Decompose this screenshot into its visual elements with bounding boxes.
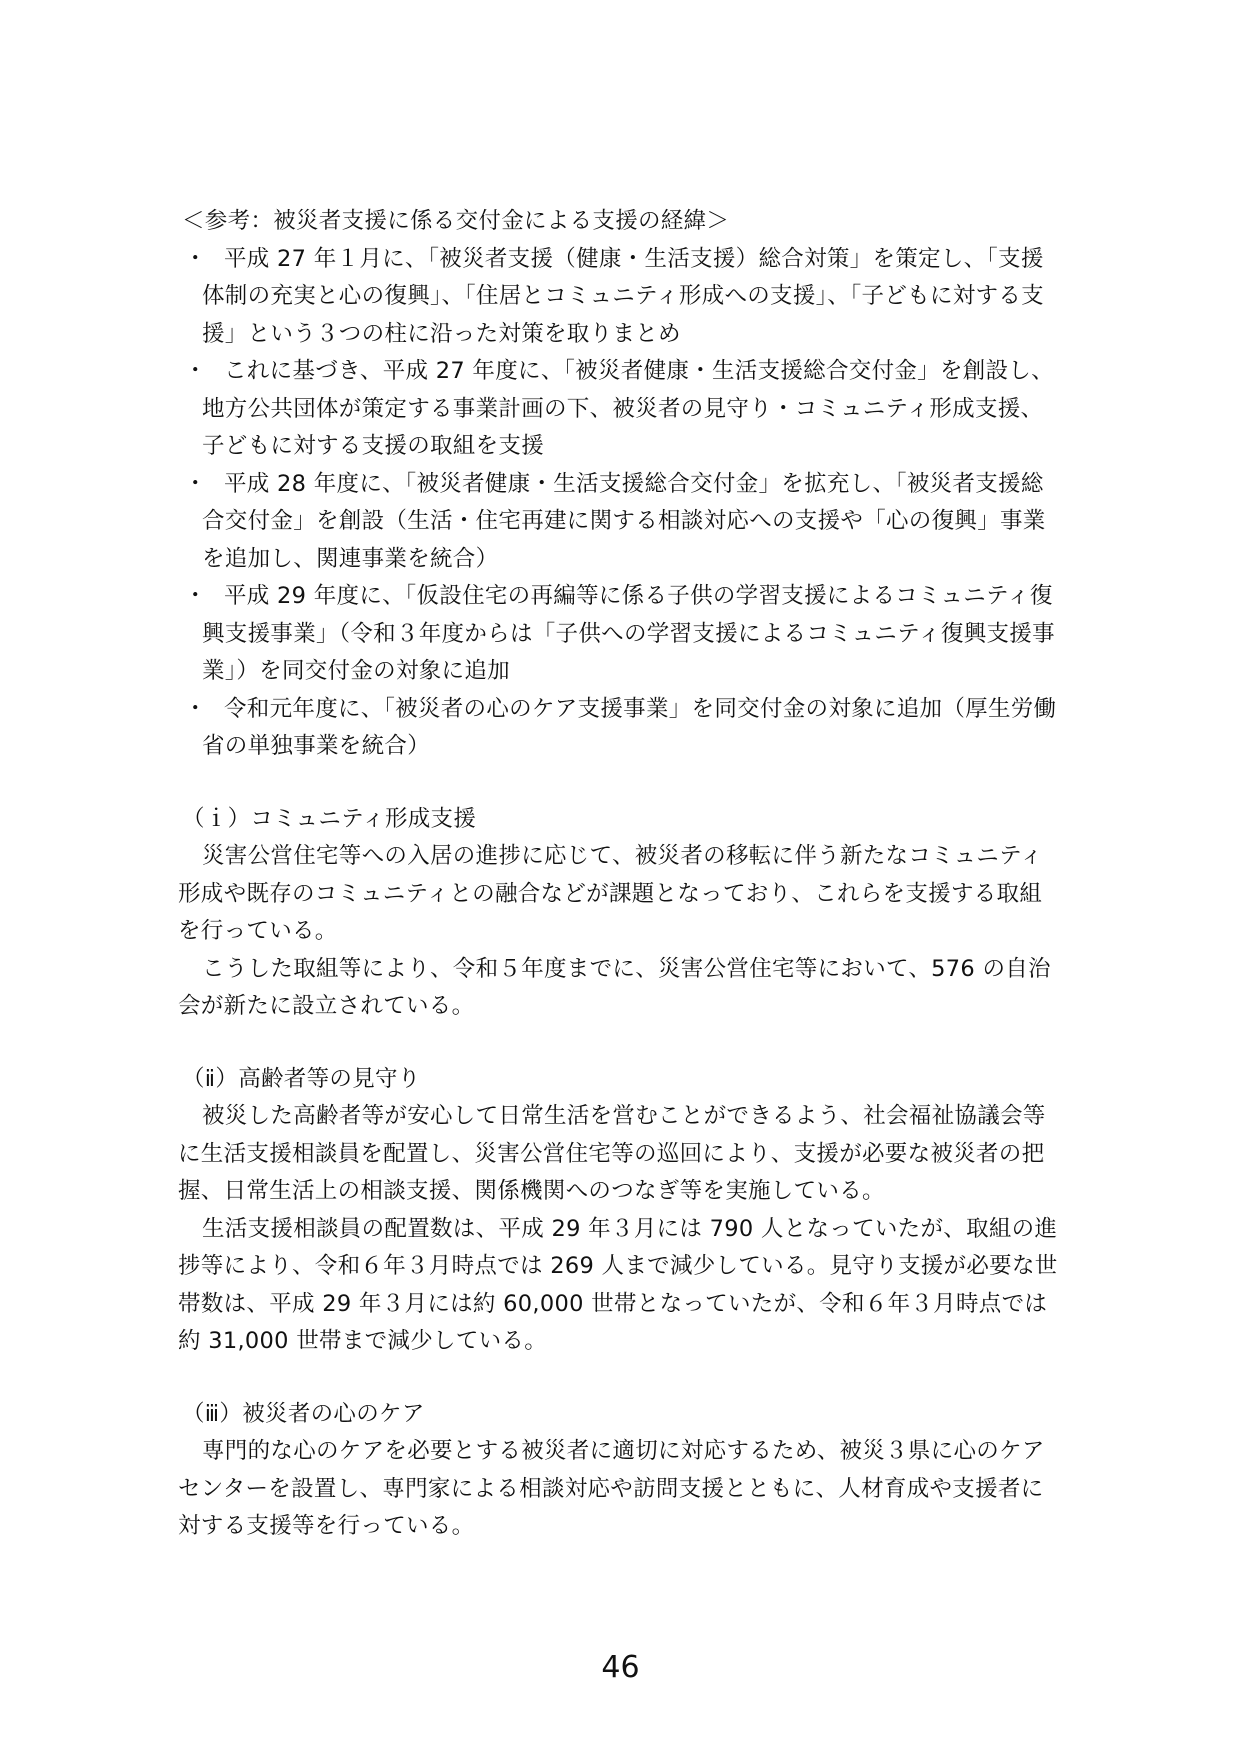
page-content: [178, 203, 1058, 1546]
section-heading: （ｉ）コミュニティ形成支援: [182, 805, 477, 832]
section-mental-care: [178, 1396, 1058, 1546]
paragraph: こうした取組等により、令和５年度までに、災害公営住宅等において、576 の自治会が新たに設立されている。: [178, 955, 1051, 1019]
bullet-mark: ・: [184, 358, 207, 384]
reference-list: [178, 241, 1058, 766]
bullet-mark: ・: [184, 695, 207, 722]
paragraph: 災害公営住宅等への入居の進捗に応じて、被災者の移転に伴う新たなコミュニティ形成や既存のコミュニティとの融合などが課題となっており、これらを支援する取組を行っている。: [178, 843, 1043, 944]
section-heading: （ⅲ）被災者の心のケア: [182, 1400, 425, 1427]
bullet-mark: ・: [184, 245, 207, 272]
section-elderly-watch: [178, 1061, 1058, 1361]
page-number: 46: [601, 1650, 640, 1685]
section-heading: （ⅱ）高齢者等の見守り: [182, 1065, 421, 1092]
list-item-text: 平成 27 年１月に、「被災者支援（健康・生活支援）総合対策」を策定し、「支援体制の充実と心の復興」、「住居とコミュニティ形成への支援」、「子どもに対する支援」という３つの柱に沿った対策を取りまとめ: [202, 245, 1044, 347]
list-item-text: 令和元年度に、「被災者の心のケア支援事業」を同交付金の対象に追加（厚生労働省の単独事業を統合）: [202, 695, 1057, 759]
reference-title: ＜参考：被災者支援に係る交付金による支援の経緯＞: [182, 208, 730, 234]
list-item: [178, 691, 1058, 766]
list-item-text: これに基づき、平成 27 年度に、「被災者健康・生活支援総合交付金」を創設し、地方公共団体が策定する事業計画の下、被災者の見守り・コミュニティ形成支援、子どもに対する支援の取組を支援: [202, 358, 1054, 459]
paragraph: 専門的な心のケアを必要とする被災者に適切に対応するため、被災３県に心のケアセンターを設置し、専門家による相談対応や訪問支援とともに、人材育成や支援者に対する支援等を行っている。: [178, 1438, 1045, 1539]
list-item: [178, 466, 1058, 579]
list-item-text: 平成 28 年度に、「被災者健康・生活支援総合交付金」を拡充し、「被災者支援総合交付金」を創設（生活・住宅再建に関する相談対応への支援や「心の復興」事業を追加し、関連事業を統合）: [202, 470, 1046, 572]
list-item: [178, 353, 1058, 466]
paragraph: 被災した高齢者等が安心して日常生活を営むことができるよう、社会福祉協議会等に生活支援相談員を配置し、災害公営住宅等の巡回により、支援が必要な被災者の把握、日常生活上の相談支援、関係機関へのつなぎ等を実施している。: [178, 1103, 1046, 1204]
list-item: [178, 241, 1058, 354]
section-community-formation: [178, 801, 1058, 1026]
list-item: [178, 578, 1058, 691]
paragraph: 生活支援相談員の配置数は、平成 29 年３月には 790 人となっていたが、取組の進捗等により、令和６年３月時点では 269 人まで減少している。見守り支援が必要な世帯数は、平成 29 年３月には約 60,000 世帯となっていたが、令和６年３月時点では約 31,000 世帯まで減少している。: [178, 1215, 1058, 1354]
bullet-mark: ・: [184, 470, 207, 497]
list-item-text: 平成 29 年度に、「仮設住宅の再編等に係る子供の学習支援によるコミュニティ復興支援事業」（令和３年度からは「子供への学習支援によるコミュニティ復興支援事業」）を同交付金の対象に追加: [202, 583, 1055, 684]
bullet-mark: ・: [184, 583, 207, 609]
